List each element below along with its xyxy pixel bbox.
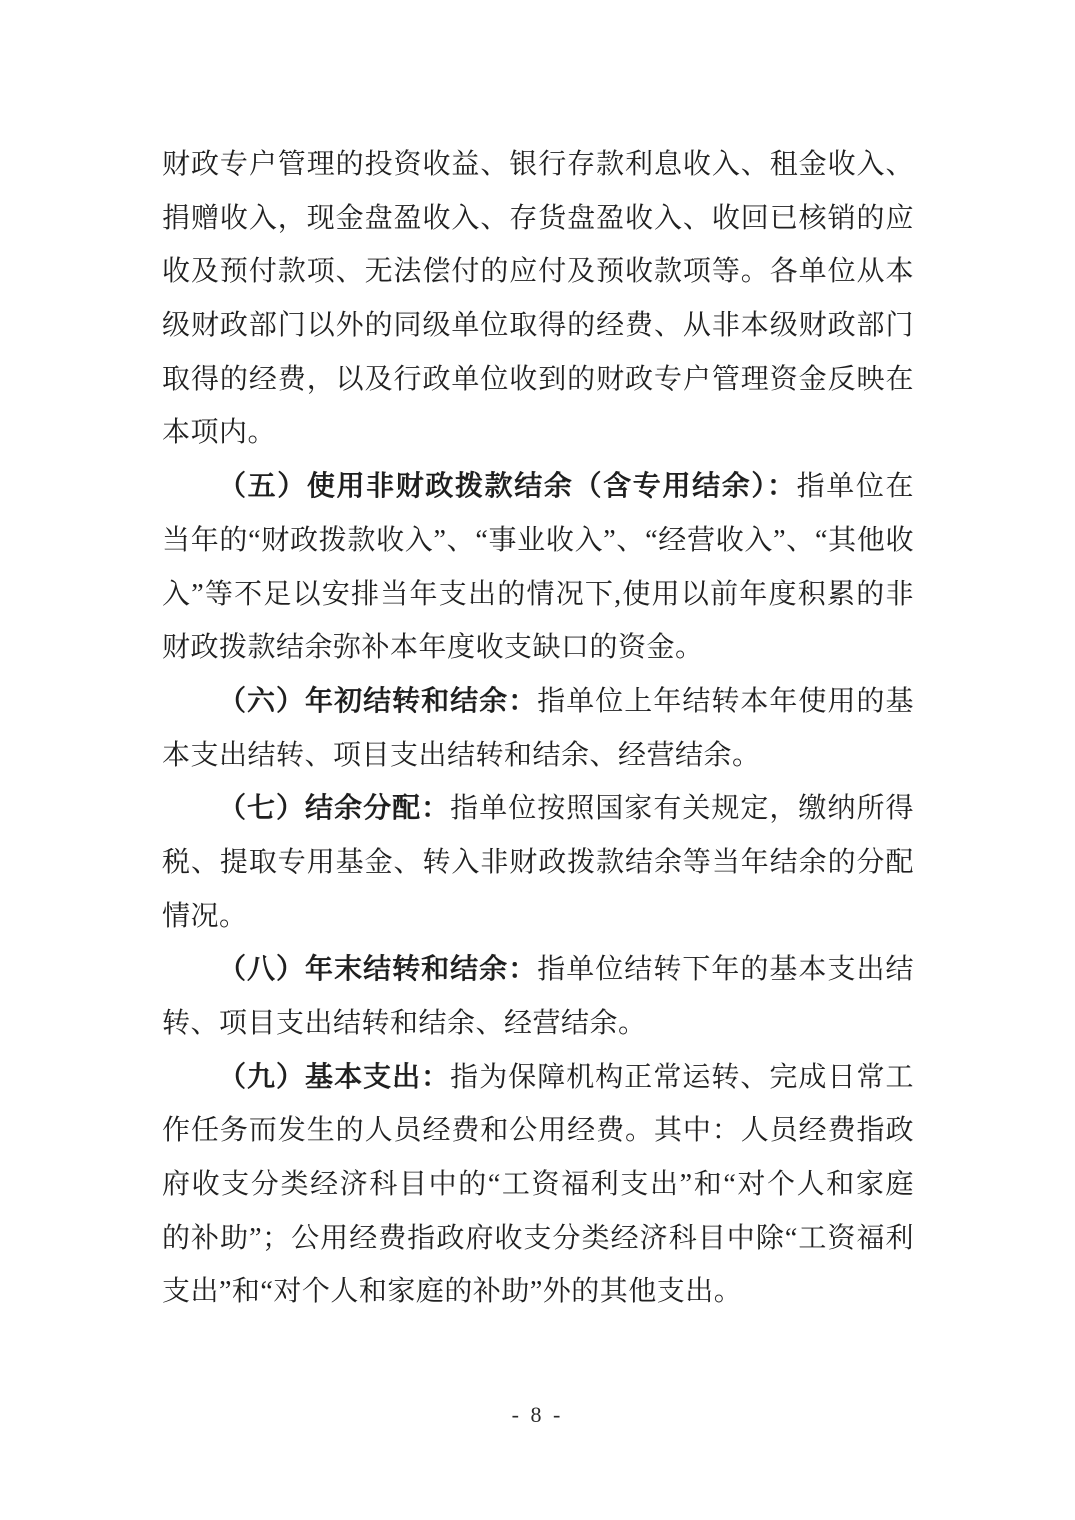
text-line	[162, 299, 914, 353]
body-text: 指为保障机构正常运转、完成日常工	[450, 1061, 914, 1093]
body-text: 取得的经费，以及行政单位收到的财政专户管理资金反映在	[162, 363, 914, 395]
text-line	[162, 997, 914, 1051]
body-text: 本项内。	[162, 417, 277, 449]
text-line	[162, 406, 914, 460]
para-other-income-continuation	[162, 138, 914, 460]
body-text: 指单位在	[796, 471, 914, 503]
term-heading: （七）结余分配：	[218, 793, 451, 825]
body-text: 作任务而发生的人员经费和公用经费。其中：人员经费指政	[162, 1115, 914, 1147]
text-line	[162, 1051, 914, 1105]
term-heading: （六）年初结转和结余：	[218, 685, 538, 717]
text-line	[162, 1212, 914, 1266]
para-item-9-basic-expenditure	[162, 1051, 914, 1319]
text-line	[162, 514, 914, 568]
body-text: 指单位上年结转本年使用的基	[537, 685, 914, 717]
body-text: 情况。	[162, 900, 248, 932]
text-line	[162, 943, 914, 997]
page-footer	[0, 1400, 1075, 1430]
text-line	[162, 729, 914, 783]
para-item-5-non-fiscal-balance-use	[162, 460, 914, 675]
body-text: 本支出结转、项目支出结转和结余、经营结余。	[162, 739, 761, 771]
body-text: 当年的“财政拨款收入”、“事业收入”、“经营收入”、“其他收	[162, 524, 914, 556]
body-text: 入”等不足以安排当年支出的情况下,使用以前年度积累的非	[162, 578, 914, 610]
text-line	[162, 460, 914, 514]
text-line	[162, 890, 914, 944]
body-text: 财政拨款结余弥补本年度收支缺口的资金。	[162, 632, 704, 664]
text-line	[162, 1104, 914, 1158]
para-item-6-year-begin-carryover	[162, 675, 914, 782]
text-line	[162, 675, 914, 729]
body-text: 支出”和“对个人和家庭的补助”外的其他支出。	[162, 1276, 743, 1308]
body-text: 税、提取专用基金、转入非财政拨款结余等当年结余的分配	[162, 846, 914, 878]
page-number: - 8 -	[511, 1402, 564, 1427]
body-text: 捐赠收入，现金盘盈收入、存货盘盈收入、收回已核销的应	[162, 202, 914, 234]
term-heading: （八）年末结转和结余：	[218, 954, 538, 986]
body-text: 级财政部门以外的同级单位取得的经费、从非本级财政部门	[162, 310, 914, 342]
body-text: 府收支分类经济科目中的“工资福利支出”和“对个人和家庭	[162, 1169, 914, 1201]
body-text: 转、项目支出结转和结余、经营结余。	[162, 1008, 647, 1039]
para-item-7-balance-distribution	[162, 782, 914, 943]
body-text: 指单位按照国家有关规定，缴纳所得	[450, 793, 914, 825]
text-line	[162, 353, 914, 407]
term-heading: （五）使用非财政拨款结余（含专用结余）：	[218, 471, 797, 503]
text-line	[162, 836, 914, 890]
para-item-8-year-end-carryover	[162, 943, 914, 1050]
text-line	[162, 1265, 914, 1319]
text-line	[162, 1158, 914, 1212]
body-text: 指单位结转下年的基本支出结	[537, 954, 914, 986]
text-line	[162, 138, 914, 192]
document-body	[162, 138, 914, 1319]
text-line	[162, 782, 914, 836]
text-line	[162, 621, 914, 675]
text-line	[162, 568, 914, 622]
term-heading: （九）基本支出：	[218, 1061, 451, 1093]
body-text: 的补助”；公用经费指政府收支分类经济科目中除“工资福利	[162, 1222, 914, 1254]
body-text: 财政专户管理的投资收益、银行存款利息收入、租金收入、	[162, 149, 914, 180]
body-text: 收及预付款项、无法偿付的应付及预收款项等。各单位从本	[162, 256, 914, 288]
text-line	[162, 192, 914, 246]
text-line	[162, 245, 914, 299]
